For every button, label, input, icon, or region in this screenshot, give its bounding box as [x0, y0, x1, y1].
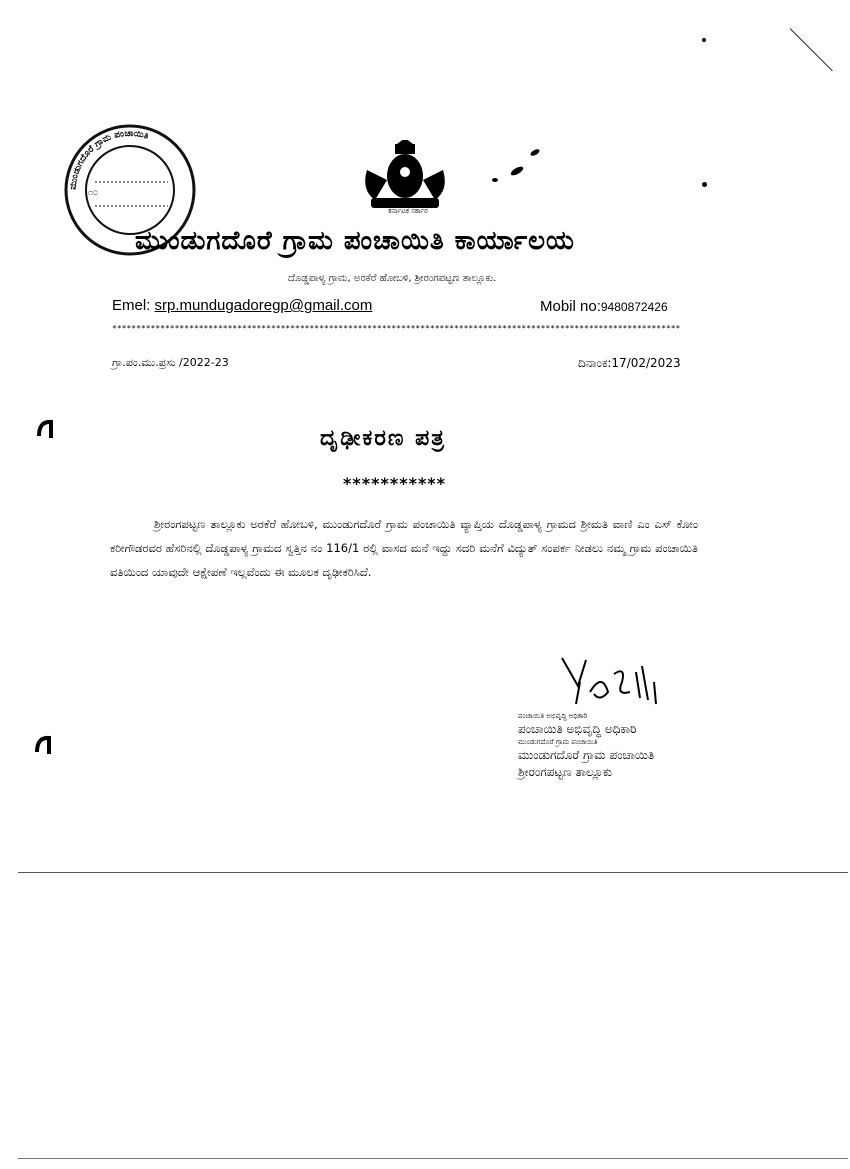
punch-mark — [34, 734, 52, 756]
seal-ring-text: ಮುಂಡುಗದೊರೆ ಗ್ರಾಮ ಪಂಚಾಯಿತಿ — [68, 128, 150, 191]
header-separator: ********************************************************************************************************************** — [112, 324, 681, 333]
signature-icon — [556, 652, 666, 712]
punch-mark — [36, 418, 54, 440]
document-title: ದೃಢೀಕರಣ ಪತ್ರ — [320, 426, 446, 451]
document-date: ದಿನಾಂಕ:17/02/2023 — [578, 356, 681, 370]
sign-designation: ಪಂಚಾಯಿತಿ ಅಭಿವೃದ್ಧಿ ಅಧಿಕಾರಿ — [518, 722, 637, 736]
svg-text:೧೦: ೧೦ — [88, 188, 99, 198]
sign-stamp-line-2: ಮುಂಡುಗದೊರೆ ಗ್ರಾಮ ಪಂಚಾಯಿತಿ — [518, 738, 598, 746]
office-address: ದೊಡ್ಡಪಾಳ್ಯ ಗ್ರಾಮ, ಅರಕೆರೆ ಹೋಬಳಿ, ಶ್ರೀರಂಗಪಟ್ಟಣ ತಾಲ್ಲೂಕು. — [288, 273, 497, 284]
scan-speck — [529, 148, 540, 157]
scan-speck — [702, 38, 706, 42]
scan-speck — [492, 178, 498, 182]
sign-office: ಮುಂಡುಗದೊರೆ ಗ್ರಾಮ ಪಂಚಾಯಿತಿ — [518, 748, 655, 762]
email-label: Emel: — [112, 297, 155, 314]
office-title: ಮುಂಡುಗದೊರೆ ಗ್ರಾಮ ಪಂಚಾಯಿತಿ ಕಾರ್ಯಾಲಯ — [135, 226, 575, 256]
email-link[interactable]: srp.mundugadoregp@gmail.com — [154, 297, 373, 314]
signature-block — [518, 712, 758, 781]
mobile-number: 9480872426 — [600, 300, 668, 314]
scan-line — [18, 872, 848, 873]
mobile-line — [540, 298, 668, 315]
scan-line — [18, 1158, 848, 1159]
mobile-label: Mobil no: — [540, 298, 601, 315]
email-line — [112, 297, 372, 314]
sign-stamp-line-1: ಪಂಚಾಯಿತಿ ಅಭಿವೃದ್ಧಿ ಅಧಿಕಾರಿ — [518, 712, 588, 720]
reference-number: ಗ್ರಾ.ಪಂ.ಮು.ಪ್ರಸು /2022-23 — [112, 356, 229, 369]
sign-taluk: ಶ್ರೀರಂಗಪಟ್ಟಣ ತಾಲ್ಲೂಕು — [518, 765, 613, 779]
scan-line — [790, 28, 833, 71]
scan-speck — [702, 182, 707, 187]
title-stars: *********** — [343, 474, 447, 493]
certificate-body: ಶ್ರೀರಂಗಪಟ್ಟಣ ತಾಲ್ಲೂಕು ಅರಕೆರೆ ಹೋಬಳಿ, ಮುಂಡುಗದೊರೆ ಗ್ರಾಮ ಪಂಚಾಯಿತಿ ವ್ಯಾಪ್ತಿಯ ದೊಡ್ಡಪಾಳ್ಯ ಗ್ರಾಮದ ಶ್ರೀಮತಿ ವಾಣಿ ಎಂ ಎಸ್ ಕೋಂ ಕರೀಗೌಡರವರ ಹೆಸರಿನಲ್ಲಿ ದೊಡ್ಡಪಾಳ್ಯ ಗ್ರಾಮದ ಸ್ವತ್ತಿನ ನಂ 116/1 ರಲ್ಲಿ ವಾಸದ ಮನೆ ಇದ್ದು ಸದರಿ ಮನೆಗೆ ವಿದ್ಯುತ್ ಸಂಪರ್ಕ ನೀಡಲು ನಮ್ಮ ಗ್ರಾಮ ಪಂಚಾಯಿತಿ ವತಿಯಿಂದ ಯಾವುದೇ ಆಕ್ಷೇಪಣೆ ಇಲ್ಲವೆಂದು ಈ ಮೂಲಕ ದೃಢೀಕರಿಸಿದೆ. — [110, 517, 698, 579]
scan-speck — [509, 165, 524, 177]
svg-text:ಮುಂಡುಗದೊರೆ ಗ್ರಾಮ ಪಂಚಾಯಿತಿ — [69, 129, 150, 190]
government-label: ಕರ್ನಾಟಕ ಸರ್ಕಾರ — [388, 207, 428, 215]
